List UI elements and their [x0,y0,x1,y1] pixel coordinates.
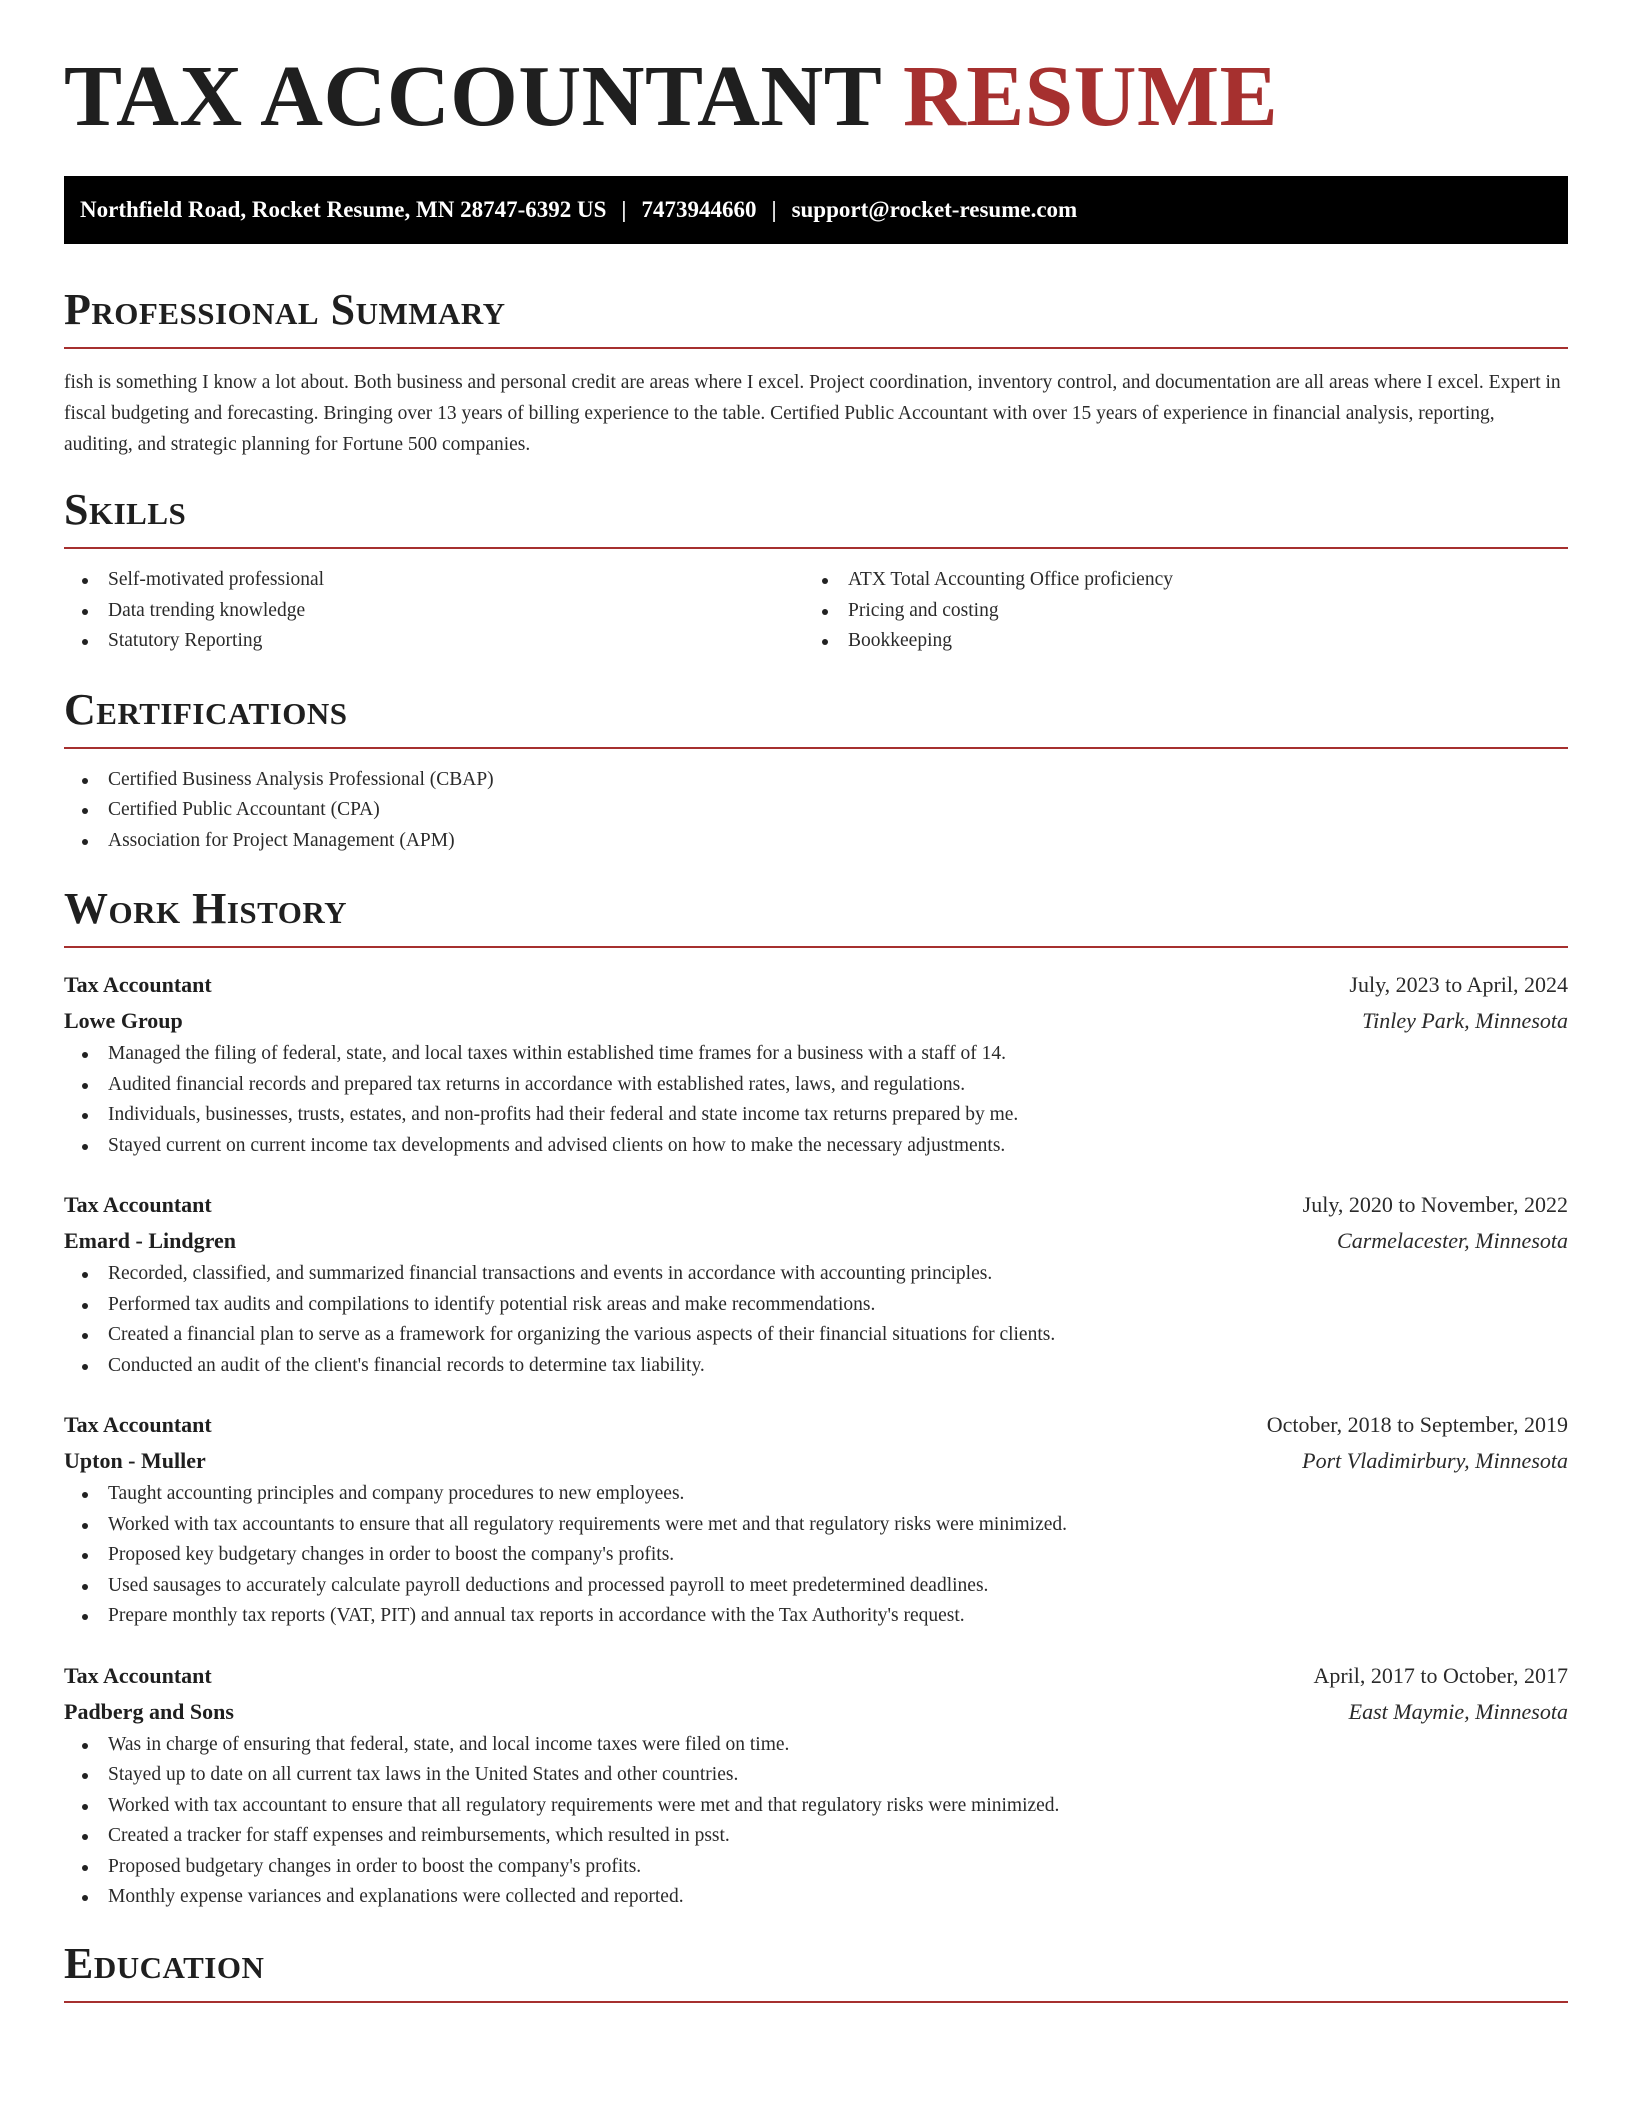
job-dates: July, 2023 to April, 2024 [1349,972,1568,997]
title-main: TAX ACCOUNTANT [64,47,881,144]
certifications-list [64,765,1568,857]
skills-section [64,486,1568,657]
skill-item: ATX Total Accounting Office proficiency [804,565,1173,596]
job-duty: Was in charge of ensuring that federal, state, and local income taxes were filed on time. [64,1730,1568,1761]
job-duties-list [64,1039,1568,1161]
section-divider [64,2001,1568,2003]
job-duty: Used sausages to accurately calculate payroll deductions and processed payroll to meet predetermined deadlines. [64,1571,1568,1602]
job-company: Emard - Lindgren [64,1228,236,1253]
work-history-section [64,885,1568,1913]
title-accent: RESUME [902,47,1279,144]
certification-item: Certified Public Accountant (CPA) [64,795,1568,826]
job-location: Port Vladimirbury, Minnesota [1302,1448,1568,1473]
job-location: Tinley Park, Minnesota [1362,1008,1568,1033]
education-section [64,1940,1568,2003]
contact-bar [64,176,1568,244]
job-role: Tax Accountant [64,1192,212,1217]
job-header [64,1658,1568,1694]
job-duty: Stayed up to date on all current tax laws in the United States and other countries. [64,1760,1568,1791]
job-subheader [64,1443,1568,1479]
job-entry [64,1407,1568,1632]
contact-separator: | [771,197,777,222]
section-divider [64,747,1568,749]
contact-phone[interactable]: 7473944660 [641,197,757,222]
job-company: Padberg and Sons [64,1698,234,1724]
skills-list-left [64,565,804,657]
section-divider [64,946,1568,948]
skill-item: Pricing and costing [804,596,1173,627]
skill-item: Bookkeeping [804,626,1173,657]
job-duty: Taught accounting principles and company procedures to new employees. [64,1479,1568,1510]
job-duty: Created a financial plan to serve as a framework for organizing the various aspects of their financial situations for clients. [64,1320,1568,1351]
job-location: Carmelacester, Minnesota [1337,1228,1568,1253]
job-subheader [64,1694,1568,1730]
section-title-certifications: Certifications [64,684,348,734]
job-entry [64,1658,1568,1913]
job-dates: April, 2017 to October, 2017 [1313,1662,1568,1688]
job-dates: October, 2018 to September, 2019 [1266,1412,1568,1437]
resume-title [64,0,1568,144]
section-title-education: Education [64,1938,265,1988]
skill-item: Self-motivated professional [64,565,804,596]
job-role: Tax Accountant [64,972,212,997]
job-duty: Recorded, classified, and summarized financial transactions and events in accordance with accounting principles. [64,1259,1568,1290]
section-title-skills: Skills [64,485,187,534]
job-entry [64,967,1568,1161]
job-company: Lowe Group [64,1008,183,1033]
job-duties-list [64,1479,1568,1632]
skill-item: Data trending knowledge [64,596,804,627]
job-duty: Worked with tax accountant to ensure that all regulatory requirements were met and that regulatory risks were minimized. [64,1791,1568,1822]
job-entry [64,1187,1568,1381]
contact-address: Northfield Road, Rocket Resume, MN 28747-6392 US [80,197,607,222]
skills-grid [64,565,1568,657]
job-duty: Individuals, businesses, trusts, estates, and non-profits had their federal and state income tax returns prepared by me. [64,1100,1568,1131]
contact-email[interactable]: support@rocket-resume.com [791,197,1078,222]
job-role: Tax Accountant [64,1662,212,1688]
summary-section [64,286,1568,460]
job-duty: Prepare monthly tax reports (VAT, PIT) and annual tax reports in accordance with the Tax Authority's request. [64,1601,1568,1632]
job-duty: Proposed key budgetary changes in order to boost the company's profits. [64,1540,1568,1571]
job-duty: Performed tax audits and compilations to identify potential risk areas and make recommendations. [64,1290,1568,1321]
job-duty: Stayed current on current income tax developments and advised clients on how to make the necessary adjustments. [64,1131,1568,1162]
certification-item: Certified Business Analysis Professional (CBAP) [64,765,1568,796]
job-duty: Managed the filing of federal, state, and local taxes within established time frames for a business with a staff of 14. [64,1039,1568,1070]
section-title-work-history: Work History [64,884,348,933]
job-duty: Monthly expense variances and explanations were collected and reported. [64,1882,1568,1913]
job-location: East Maymie, Minnesota [1348,1698,1568,1724]
section-divider [64,547,1568,549]
skill-item: Statutory Reporting [64,626,804,657]
job-header [64,1407,1568,1443]
job-duty: Conducted an audit of the client's financial records to determine tax liability. [64,1351,1568,1382]
job-subheader [64,1003,1568,1039]
job-duty: Proposed budgetary changes in order to boost the company's profits. [64,1852,1568,1883]
job-company: Upton - Muller [64,1448,206,1473]
skills-list-right [804,565,1173,657]
certification-item: Association for Project Management (APM) [64,826,1568,857]
section-title-summary: Professional Summary [64,285,506,334]
job-role: Tax Accountant [64,1412,212,1437]
job-duties-list [64,1259,1568,1381]
job-dates: July, 2020 to November, 2022 [1302,1192,1568,1217]
job-duties-list [64,1730,1568,1913]
job-subheader [64,1223,1568,1259]
job-duty: Worked with tax accountants to ensure that all regulatory requirements were met and that regulatory risks were minimized. [64,1510,1568,1541]
job-duty: Audited financial records and prepared tax returns in accordance with established rates, laws, and regulations. [64,1070,1568,1101]
job-duty: Created a tracker for staff expenses and reimbursements, which resulted in psst. [64,1821,1568,1852]
section-divider [64,347,1568,349]
certifications-section [64,686,1568,857]
contact-separator: | [621,197,627,222]
job-header [64,967,1568,1003]
job-header [64,1187,1568,1223]
summary-text: fish is something I know a lot about. Both business and personal credit are areas where I excel. Project coordination, inventory control, and documentation are all areas where I excel. Expert in fiscal budgeting and forecasting. Bringing over 13 years of billing experience to the table. Certified Public Accountant with over 15 years of experience in financial analysis, reporting, auditing, and strategic planning for Fortune 500 companies. [64,372,1561,455]
